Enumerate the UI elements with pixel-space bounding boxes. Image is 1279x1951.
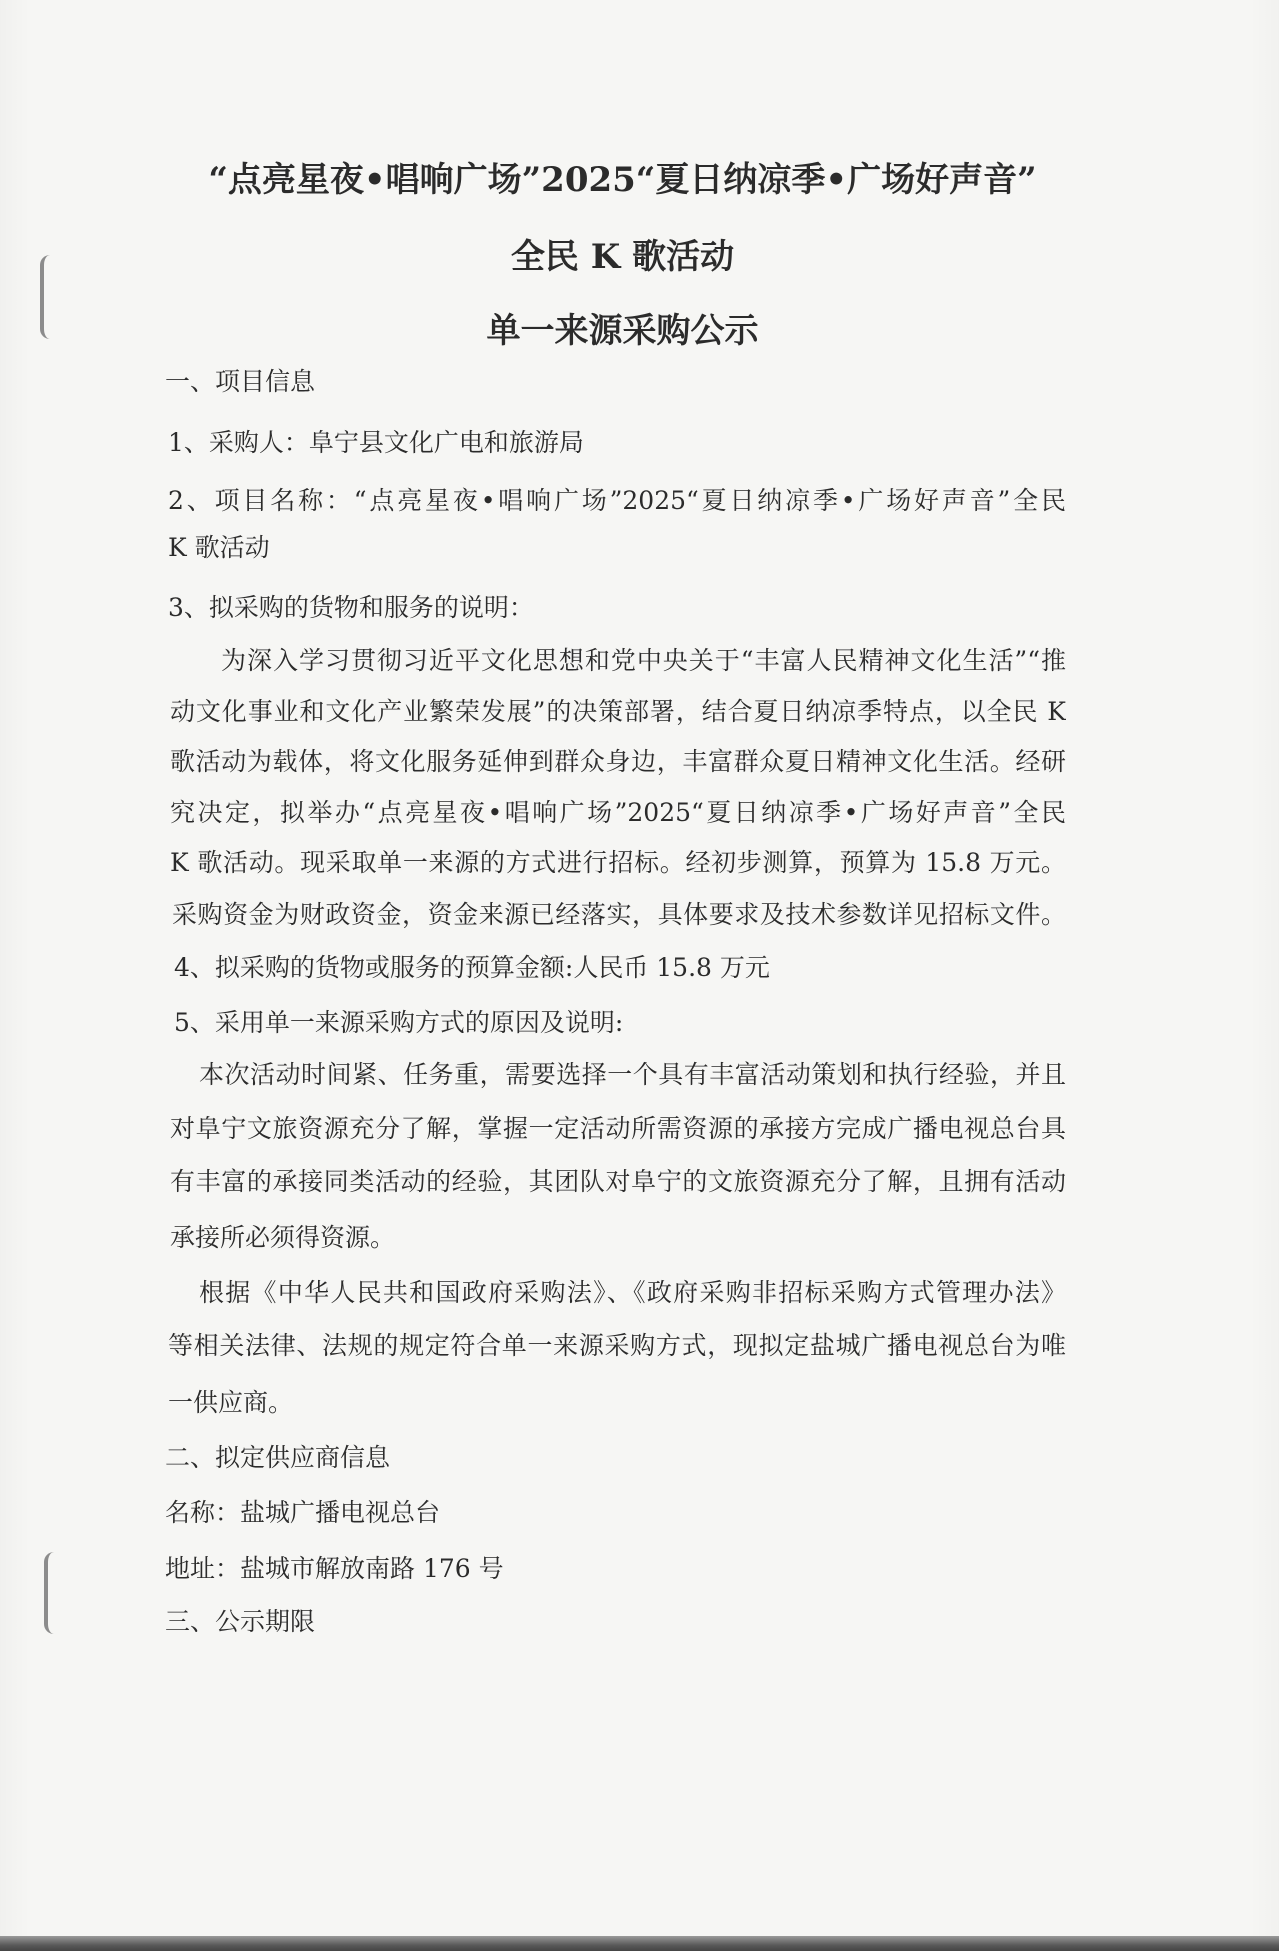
section-heading-project-info: 一、项目信息: [165, 367, 316, 396]
project-name-line-1: 2、项目名称：“点亮星夜•唱响广场”2025“夏日纳凉季•广场好声音”全民: [168, 486, 1066, 515]
document-title-line-1: “点亮星夜•唱响广场”2025“夏日纳凉季•广场好声音”: [208, 160, 1037, 200]
scan-bottom-edge: [0, 1936, 1279, 1951]
section-heading-supplier-info: 二、拟定供应商信息: [165, 1443, 391, 1472]
reason-paragraph-line: 对阜宁文旅资源充分了解，掌握一定活动所需资源的承接方完成广播电视总台具: [170, 1114, 1066, 1143]
document-title-line-3: 单一来源采购公示: [486, 311, 759, 351]
description-paragraph-line: 动文化事业和文化产业繁荣发展”的决策部署，结合夏日纳凉季特点，以全民 K: [170, 697, 1066, 726]
description-paragraph-line: 究决定，拟举办“点亮星夜•唱响广场”2025“夏日纳凉季•广场好声音”全民: [170, 798, 1066, 827]
supplier-name-line: 名称：盐城广播电视总台: [165, 1498, 441, 1527]
legal-basis-paragraph-line: 根据《中华人民共和国政府采购法》、《政府采购非招标采购方式管理办法》: [199, 1278, 1066, 1307]
project-name-line-2: K 歌活动: [168, 533, 270, 562]
section-heading-notice-period: 三、公示期限: [165, 1607, 316, 1636]
description-paragraph-line: 歌活动为载体，将文化服务延伸到群众身边，丰富群众夏日精神文化生活。经研: [170, 747, 1066, 776]
description-paragraph-line: 采购资金为财政资金，资金来源已经落实，具体要求及技术参数详见招标文件。: [172, 900, 1066, 929]
legal-basis-paragraph-line: 一供应商。: [168, 1388, 294, 1417]
reason-heading: 5、采用单一来源采购方式的原因及说明:: [174, 1008, 624, 1037]
description-paragraph-line: K 歌活动。现采取单一来源的方式进行招标。经初步测算，预算为 15.8 万元。: [170, 848, 1066, 877]
description-paragraph-line: 为深入学习贯彻习近平文化思想和党中央关于“丰富人民精神文化生活”“推: [221, 646, 1066, 675]
binding-mark-top: [40, 255, 54, 339]
document-title-line-2: 全民 K 歌活动: [510, 237, 735, 277]
binding-mark-bottom: [44, 1552, 60, 1634]
legal-basis-paragraph-line: 等相关法律、法规的规定符合单一来源采购方式，现拟定盐城广播电视总台为唯: [168, 1331, 1066, 1360]
reason-paragraph-line: 本次活动时间紧、任务重，需要选择一个具有丰富活动策划和执行经验，并且: [199, 1060, 1066, 1089]
reason-paragraph-line: 有丰富的承接同类活动的经验，其团队对阜宁的文旅资源充分了解，且拥有活动: [170, 1167, 1066, 1196]
supplier-address-line: 地址：盐城市解放南路 176 号: [165, 1554, 504, 1583]
purchaser-line: 1、采购人：阜宁县文化广电和旅游局: [168, 428, 584, 457]
reason-paragraph-line: 承接所必须得资源。: [170, 1223, 396, 1252]
description-heading: 3、拟采购的货物和服务的说明：: [168, 593, 534, 622]
budget-line: 4、拟采购的货物或服务的预算金额:人民币 15.8 万元: [174, 953, 770, 982]
